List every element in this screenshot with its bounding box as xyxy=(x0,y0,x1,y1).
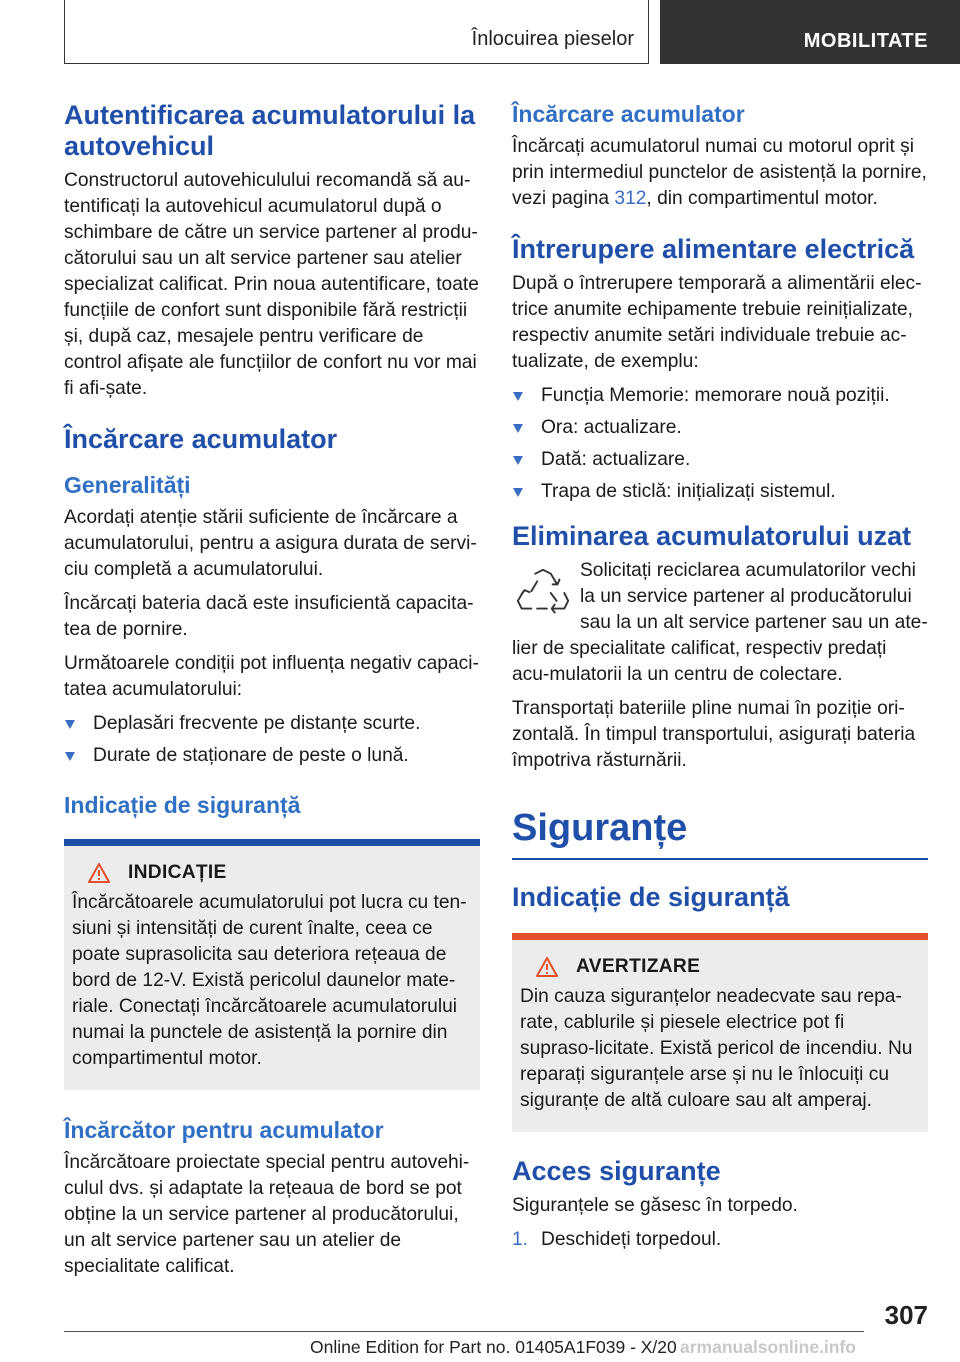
triangle-bullet-icon xyxy=(513,424,523,433)
heading-safety-note-2: Indicație de siguranță xyxy=(512,881,790,912)
chapter-title: MOBILITATE xyxy=(803,30,928,52)
triangle-bullet-icon xyxy=(65,720,75,729)
heading-battery-charging-2: Încărcare acumulator xyxy=(512,101,745,127)
recycle-icon xyxy=(512,564,574,626)
right-column xyxy=(512,100,928,1253)
page-header xyxy=(0,0,960,66)
section-tab xyxy=(64,0,649,64)
warning-title: AVERTIZARE xyxy=(576,955,701,977)
steps-list xyxy=(512,1227,928,1253)
general-text-1: Acordați atenție stării suficiente de încărcare a acumulatorului, pentru a asigura durata de servi-ciu completă a acumulatorului. xyxy=(64,507,477,580)
heading-fuse-access: Acces siguranțe xyxy=(512,1155,721,1186)
triangle-bullet-icon xyxy=(65,752,75,761)
triangle-bullet-icon xyxy=(513,488,523,497)
heading-general: Generalități xyxy=(64,472,191,498)
list-item: Deplasări frecvente pe distanțe scurte. xyxy=(64,711,480,737)
watermark: armanualsonline.info xyxy=(680,1337,856,1357)
triangle-bullet-icon xyxy=(513,456,523,465)
notice-title: INDICAȚIE xyxy=(128,862,227,883)
footer-edition: Online Edition for Part no. 01405A1F039 - X/20 xyxy=(310,1337,677,1357)
heading-power-interruption: Întrerupere alimentare electrică xyxy=(512,234,915,264)
heading-battery-charging: Încărcare acumulator xyxy=(64,424,338,454)
list-item: Durate de staționare de peste o lună. xyxy=(64,743,480,769)
power-interruption-text: După o întrerupere temporară a alimentării elec-trice anumite echipamente trebuie reinițializate, respectiv anumite setări individuale trebuie ac-tualizate, de exemplu: xyxy=(512,273,922,372)
page-link[interactable]: 312 xyxy=(614,188,647,209)
reset-list xyxy=(512,383,928,505)
list-item: Ora: actualizare. xyxy=(512,415,928,441)
list-item: Dată: actualizare. xyxy=(512,447,928,473)
notice-text: Încărcătoarele acumulatorului pot lucra cu ten-siuni și intensități de curent înalte, ceea ce poate suprasolicita sau deteriora rețeaua de bord de 12-V. Există pericolul daunelor mate-riale. Conectați încărcătoarele acumulatorului numai la punctele de asistență la pornire din compartimentul motor. xyxy=(72,892,467,1069)
step-text: Deschideți torpedoul. xyxy=(541,1228,722,1250)
warning-text: Din cauza siguranțelor neadecvate sau repa-rate, cablurile și piesele electrice pot fi supraso-licitate. Există pericol de incendiu. Nu reparați siguranțele arse și nu le înlocuiți cu siguranțe de altă culoare sau alt amperaj. xyxy=(520,985,913,1111)
charger-text: Încărcătoare proiectate special pentru autovehi-culul dvs. și adaptate la rețeaua de bord se pot obține la un service partener al producătorului, un alt service partener sau un atelier de specialitate calificat. xyxy=(64,1152,470,1277)
list-item: Funcția Memorie: memorare nouă poziții. xyxy=(512,383,928,409)
general-text-2: Încărcați bateria dacă este insuficientă capacita-tea de pornire. xyxy=(64,593,474,640)
general-text-3: Următoarele condiții pot influența negativ capaci-tatea acumulatorului: xyxy=(64,653,479,700)
heading-battery-disposal: Eliminarea acumulatorului uzat xyxy=(512,521,912,551)
authentication-text: Constructorul autovehiculului recomandă să au-tentificați la autovehicul acumulatorul după o schimbare de către un service partener al produ-cătorului sau un alt service partener sau atelier specializat calificat. Prin noua autentificare, toate funcțiile de confort sunt disponibile fără restricții și, după caz, mesajele pentru verificare de control afișate ale funcțiilor de confort nu vor mai fi afi-șate. xyxy=(64,170,479,399)
disposal-text-2: Transportați bateriile pline numai în poziție ori-zontală. În timpul transportului, asigurați bateria împotriva răsturnării. xyxy=(512,698,916,771)
page-number: 307 xyxy=(884,1300,928,1330)
triangle-bullet-icon xyxy=(513,392,523,401)
heading-safety-note: Indicație de siguranță xyxy=(64,792,301,818)
list-item xyxy=(512,1227,928,1253)
charging-text: Încărcați acumulatorul numai cu motorul oprit și prin intermediul punctelor de asistență la pornire, vezi pagina 312, din compartimentul motor. xyxy=(512,136,927,209)
heading-charger: Încărcător pentru acumulator xyxy=(64,1117,384,1143)
left-column xyxy=(64,100,480,1288)
warning-triangle-icon xyxy=(88,863,110,883)
warning-triangle-icon xyxy=(536,957,558,977)
conditions-list xyxy=(64,711,480,769)
footer-divider xyxy=(64,1331,864,1332)
heading-authentication: Autentificarea acumulatorului la autovehicul xyxy=(64,100,476,161)
warning-box xyxy=(512,933,928,1132)
section-title: Înlocuirea pieselor xyxy=(471,28,634,50)
heading-fuses: Siguranțe xyxy=(512,807,688,849)
heading-rule xyxy=(512,858,928,860)
fuse-access-text: Siguranțele se găsesc în torpedo. xyxy=(512,1194,798,1216)
list-item: Trapa de sticlă: inițializați sistemul. xyxy=(512,479,928,505)
notice-box xyxy=(64,839,480,1090)
disposal-text-1: Solicitați reciclarea acumulatorilor vechi la un service partener al producătorului sau la un alt service partener sau un ate-lier de specialitate calificat, respectiv predați acu-mulatorii la un centru de colectare. xyxy=(512,560,928,685)
chapter-tab xyxy=(660,0,960,64)
step-number: 1. xyxy=(512,1228,529,1250)
